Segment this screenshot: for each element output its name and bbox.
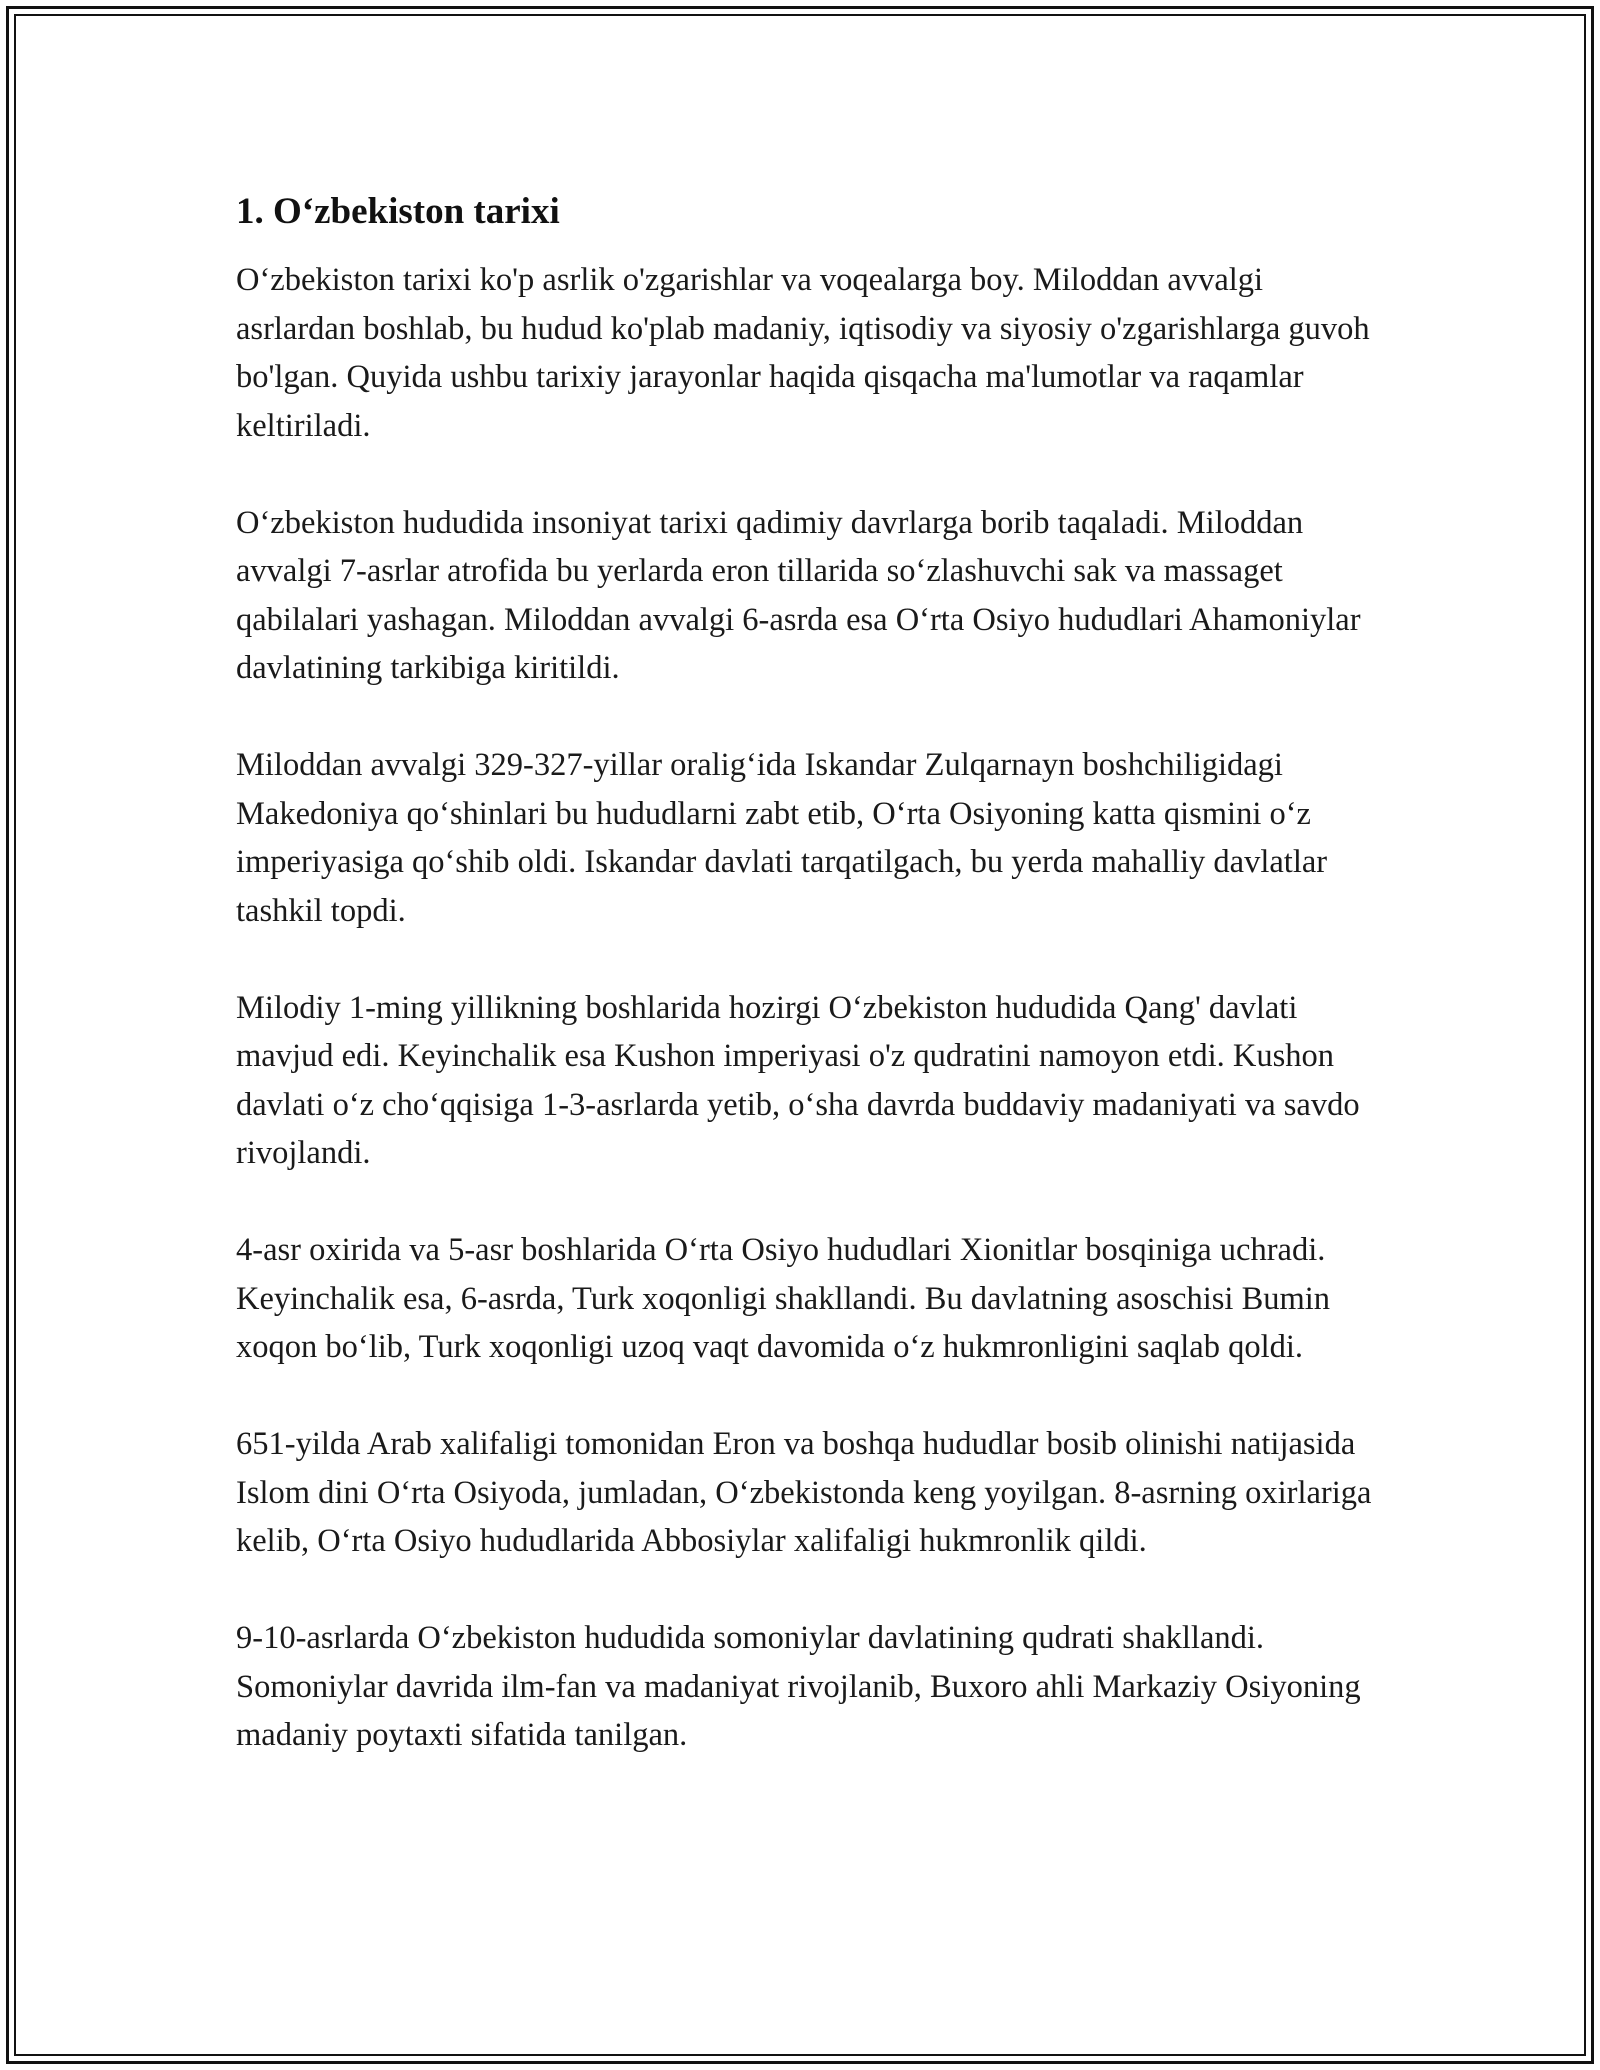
paragraph-kushan: Milodiy 1-ming yillikning boshlarida hozirgi O‘zbekiston hududida Qang' davlati mavjud edi. Keyinchalik esa Kushon imperiyasi o'z qudratini namoyon etdi. Kushon davlati o‘z cho‘qqisiga 1-3-asrlarda yetib, o‘sha davrda buddaviy madaniyati va savdo rivojlandi. bbox=[236, 989, 1360, 1171]
paragraph-arab-caliphate: 651-yilda Arab xalifaligi tomonidan Eron va boshqa hududlar bosib olinishi natijasida Islom dini O‘rta Osiyoda, jumladan, O‘zbekistonda keng yoyilgan. 8-asrning oxirlariga kelib, O‘rta Osiyo hududlarida Abbosiylar xalifaligi hukmronlik qildi. bbox=[236, 1426, 1372, 1559]
document-body bbox=[236, 188, 1386, 1808]
paragraph-turk-khaganate: 4-asr oxirida va 5-asr boshlarida O‘rta Osiyo hududlari Xionitlar bosqiniga uchradi. Keyinchalik esa, 6-asrda, Turk xoqonligi shakllandi. Bu davlatning asoschisi Bumin xoqon bo‘lib, Turk xoqonligi uzoq vaqt davomida o‘z hukmronligini saqlab qoldi. bbox=[236, 1232, 1331, 1365]
paragraph-alexander: Miloddan avvalgi 329-327-yillar oralig‘ida Iskandar Zulqarnayn boshchiligidagi Makedoniya qo‘shinlari bu hududlarni zabt etib, O‘rta Osiyoning katta qismini o‘z imperiyasiga qo‘shib oldi. Iskandar davlati tarqatilgach, bu yerda mahalliy davlatlar tashkil topdi. bbox=[236, 747, 1328, 929]
paragraph-ancient-tribes: O‘zbekiston hududida insoniyat tarixi qadimiy davrlarga borib taqaladi. Miloddan avvalgi 7-asrlar atrofida bu yerlarda eron tillarida so‘zlashuvchi sak va massaget qabilalari yashagan. Miloddan avvalgi 6-asrda esa O‘rta Osiyo hududlari Ahamoniylar davlatining tarkibiga kiritildi. bbox=[236, 504, 1361, 686]
section-heading: 1. O‘zbekiston tarixi bbox=[236, 191, 560, 232]
paragraph-intro: O‘zbekiston tarixi ko'p asrlik o'zgarishlar va voqealarga boy. Miloddan avvalgi asrlardan boshlab, bu hudud ko'plab madaniy, iqtisodiy va siyosiy o'zgarishlarga guvoh bo'lgan. Quyida ushbu tarixiy jarayonlar haqida qisqacha ma'lumotlar va raqamlar keltiriladi. bbox=[236, 262, 1370, 444]
paragraph-samanids: 9-10-asrlarda O‘zbekiston hududida somoniylar davlatining qudrati shakllandi. Somoniylar davrida ilm-fan va madaniyat rivojlanib, Buxoro ahli Markaziy Osiyoning madaniy poytaxti sifatida tanilgan. bbox=[236, 1620, 1361, 1753]
